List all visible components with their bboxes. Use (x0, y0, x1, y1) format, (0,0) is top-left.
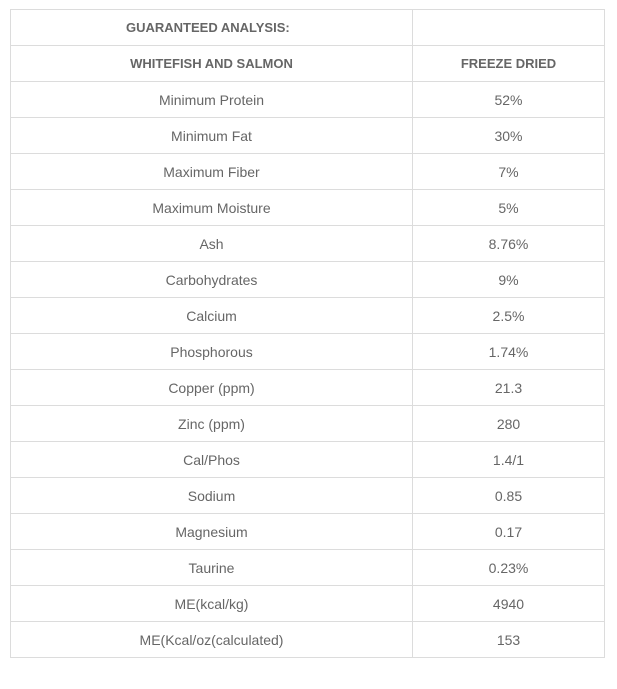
table-row (11, 442, 605, 478)
nutrient-value: 30% (413, 118, 605, 154)
table-row (11, 262, 605, 298)
nutrient-value: 1.74% (413, 334, 605, 370)
table-title: GUARANTEED ANALYSIS: (11, 10, 413, 46)
nutrient-label: Carbohydrates (11, 262, 413, 298)
table-row (11, 406, 605, 442)
nutrient-value: 0.17 (413, 514, 605, 550)
analysis-table-body (11, 10, 605, 658)
nutrient-label: Sodium (11, 478, 413, 514)
nutrient-label: Maximum Moisture (11, 190, 413, 226)
nutrient-value: 4940 (413, 586, 605, 622)
nutrient-label: Cal/Phos (11, 442, 413, 478)
table-title-right-cell (413, 10, 605, 46)
column-header-format: FREEZE DRIED (413, 46, 605, 82)
nutrient-label: Ash (11, 226, 413, 262)
nutrient-value: 1.4/1 (413, 442, 605, 478)
table-row (11, 298, 605, 334)
nutrient-label: ME(Kcal/oz(calculated) (11, 622, 413, 658)
table-row (11, 514, 605, 550)
table-row (11, 586, 605, 622)
table-row (11, 154, 605, 190)
nutrient-label: Taurine (11, 550, 413, 586)
nutrient-label: Phosphorous (11, 334, 413, 370)
nutrient-label: Zinc (ppm) (11, 406, 413, 442)
nutrient-value: 280 (413, 406, 605, 442)
nutrient-value: 9% (413, 262, 605, 298)
nutrient-value: 21.3 (413, 370, 605, 406)
nutrient-label: Maximum Fiber (11, 154, 413, 190)
table-row (11, 190, 605, 226)
guaranteed-analysis-table (10, 9, 605, 658)
nutrient-label: Calcium (11, 298, 413, 334)
table-header-row (11, 46, 605, 82)
nutrient-label: Minimum Protein (11, 82, 413, 118)
table-row (11, 370, 605, 406)
table-row (11, 622, 605, 658)
nutrient-label: ME(kcal/kg) (11, 586, 413, 622)
nutrient-value: 0.85 (413, 478, 605, 514)
table-row (11, 334, 605, 370)
nutrient-value: 5% (413, 190, 605, 226)
table-row (11, 550, 605, 586)
table-row (11, 82, 605, 118)
nutrient-value: 7% (413, 154, 605, 190)
nutrient-value: 52% (413, 82, 605, 118)
table-row (11, 226, 605, 262)
table-title-row (11, 10, 605, 46)
nutrient-label: Magnesium (11, 514, 413, 550)
nutrient-value: 0.23% (413, 550, 605, 586)
nutrient-value: 8.76% (413, 226, 605, 262)
column-header-product: WHITEFISH AND SALMON (11, 46, 413, 82)
table-row (11, 478, 605, 514)
nutrient-label: Copper (ppm) (11, 370, 413, 406)
nutrient-value: 2.5% (413, 298, 605, 334)
nutrient-value: 153 (413, 622, 605, 658)
nutrient-label: Minimum Fat (11, 118, 413, 154)
table-row (11, 118, 605, 154)
